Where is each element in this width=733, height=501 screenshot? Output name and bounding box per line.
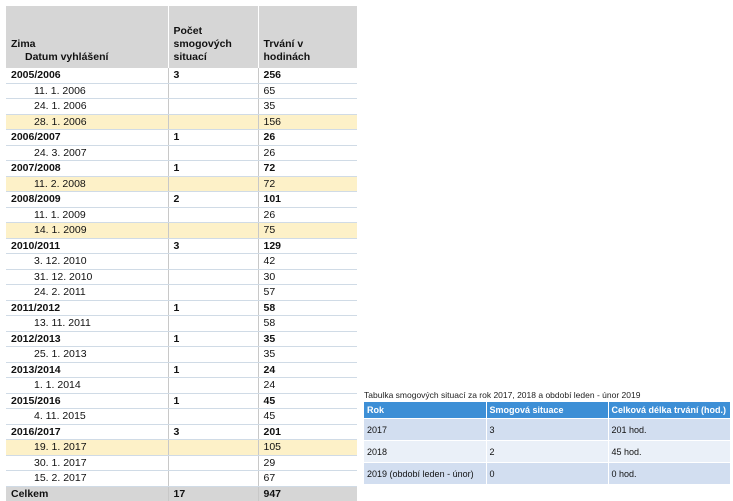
cell-period: 2007/2008 (6, 161, 168, 177)
summary-row (364, 441, 730, 463)
cell-count (168, 176, 258, 192)
summary-cell-duration: 201 hod. (608, 419, 730, 441)
year-row (6, 161, 357, 177)
cell-count (168, 285, 258, 301)
date-row (6, 378, 357, 394)
cell-count (168, 409, 258, 425)
cell-count: 1 (168, 393, 258, 409)
summary-cell-situations: 0 (486, 463, 608, 485)
cell-count: 1 (168, 161, 258, 177)
summary-header-year: Rok (364, 402, 486, 419)
cell-hours: 35 (258, 331, 357, 347)
cell-count (168, 223, 258, 239)
cell-period: 4. 11. 2015 (6, 409, 168, 425)
date-row (6, 223, 357, 239)
year-row (6, 331, 357, 347)
cell-hours: 35 (258, 99, 357, 115)
cell-hours: 201 (258, 424, 357, 440)
header-count: Počet smogových situací (168, 6, 258, 68)
cell-period: 1. 1. 2014 (6, 378, 168, 394)
cell-period: 13. 11. 2011 (6, 316, 168, 332)
year-row (6, 192, 357, 208)
cell-hours: 72 (258, 176, 357, 192)
year-row (6, 130, 357, 146)
cell-hours: 30 (258, 269, 357, 285)
year-row (6, 362, 357, 378)
cell-hours: 26 (258, 130, 357, 146)
cell-hours: 24 (258, 362, 357, 378)
summary-cell-duration: 0 hod. (608, 463, 730, 485)
summary-header-duration: Celková délka trvání (hod.) (608, 402, 730, 419)
cell-hours: 65 (258, 83, 357, 99)
summary-header-situations: Smogová situace (486, 402, 608, 419)
summary-cell-year: 2018 (364, 441, 486, 463)
cell-period: 2006/2007 (6, 130, 168, 146)
cell-period: 31. 12. 2010 (6, 269, 168, 285)
cell-hours: 24 (258, 378, 357, 394)
cell-hours: 58 (258, 316, 357, 332)
summary-cell-year: 2019 (období leden - únor) (364, 463, 486, 485)
cell-period: 14. 1. 2009 (6, 223, 168, 239)
date-row (6, 99, 357, 115)
cell-hours: 75 (258, 223, 357, 239)
cell-hours: 101 (258, 192, 357, 208)
cell-period: 2013/2014 (6, 362, 168, 378)
cell-hours: 45 (258, 409, 357, 425)
cell-period: 11. 2. 2008 (6, 176, 168, 192)
cell-hours: 29 (258, 455, 357, 471)
date-row (6, 455, 357, 471)
summary-row (364, 419, 730, 441)
smog-summary-table (364, 402, 731, 484)
summary-cell-year: 2017 (364, 419, 486, 441)
date-row (6, 83, 357, 99)
cell-count: 2 (168, 192, 258, 208)
cell-count: 3 (168, 68, 258, 83)
summary-body (364, 419, 730, 485)
small-table-caption: Tabulka smogových situací za rok 2017, 2018 a období leden - únor 2019 (364, 390, 641, 400)
date-row (6, 409, 357, 425)
header-winter: Zima (11, 38, 36, 50)
date-row (6, 176, 357, 192)
cell-hours: 72 (258, 161, 357, 177)
cell-period: 28. 1. 2006 (6, 114, 168, 130)
cell-period: 30. 1. 2017 (6, 455, 168, 471)
cell-hours: 35 (258, 347, 357, 363)
date-row (6, 254, 357, 270)
date-row (6, 316, 357, 332)
date-row (6, 207, 357, 223)
cell-period: 2005/2006 (6, 68, 168, 83)
cell-hours: 45 (258, 393, 357, 409)
cell-count: 3 (168, 424, 258, 440)
cell-count (168, 145, 258, 161)
cell-period: 11. 1. 2009 (6, 207, 168, 223)
table-header-row (6, 6, 357, 68)
cell-count (168, 114, 258, 130)
cell-count (168, 83, 258, 99)
summary-cell-situations: 3 (486, 419, 608, 441)
total-row (6, 486, 357, 501)
cell-period: Celkem (6, 486, 168, 501)
cell-hours: 57 (258, 285, 357, 301)
cell-count (168, 99, 258, 115)
cell-hours: 58 (258, 300, 357, 316)
cell-period: 24. 2. 2011 (6, 285, 168, 301)
cell-count: 17 (168, 486, 258, 501)
cell-period: 25. 1. 2013 (6, 347, 168, 363)
date-row (6, 285, 357, 301)
date-row (6, 440, 357, 456)
cell-period: 24. 1. 2006 (6, 99, 168, 115)
cell-period: 2016/2017 (6, 424, 168, 440)
cell-hours: 42 (258, 254, 357, 270)
cell-count: 3 (168, 238, 258, 254)
smog-situations-table (6, 6, 358, 501)
cell-hours: 26 (258, 207, 357, 223)
cell-period: 2010/2011 (6, 238, 168, 254)
cell-period: 19. 1. 2017 (6, 440, 168, 456)
cell-period: 24. 3. 2007 (6, 145, 168, 161)
cell-period: 2008/2009 (6, 192, 168, 208)
cell-hours: 67 (258, 471, 357, 487)
cell-period: 11. 1. 2006 (6, 83, 168, 99)
cell-count (168, 207, 258, 223)
cell-count (168, 455, 258, 471)
table-body (6, 68, 357, 501)
date-row (6, 145, 357, 161)
year-row (6, 300, 357, 316)
cell-count: 1 (168, 130, 258, 146)
header-date: Datum vyhlášení (25, 51, 109, 63)
cell-count: 1 (168, 300, 258, 316)
date-row (6, 347, 357, 363)
date-row (6, 114, 357, 130)
cell-period: 3. 12. 2010 (6, 254, 168, 270)
date-row (6, 471, 357, 487)
cell-hours: 947 (258, 486, 357, 501)
cell-hours: 105 (258, 440, 357, 456)
year-row (6, 424, 357, 440)
summary-cell-situations: 2 (486, 441, 608, 463)
cell-hours: 256 (258, 68, 357, 83)
cell-count (168, 316, 258, 332)
cell-count (168, 440, 258, 456)
cell-hours: 26 (258, 145, 357, 161)
cell-period: 2012/2013 (6, 331, 168, 347)
date-row (6, 269, 357, 285)
year-row (6, 393, 357, 409)
year-row (6, 238, 357, 254)
header-duration: Trvání v hodinách (258, 6, 357, 68)
summary-cell-duration: 45 hod. (608, 441, 730, 463)
cell-hours: 156 (258, 114, 357, 130)
cell-count (168, 378, 258, 394)
header-winter-date (6, 6, 168, 68)
cell-hours: 129 (258, 238, 357, 254)
year-row (6, 68, 357, 83)
cell-count: 1 (168, 331, 258, 347)
cell-period: 2015/2016 (6, 393, 168, 409)
cell-count (168, 254, 258, 270)
cell-count (168, 347, 258, 363)
cell-period: 15. 2. 2017 (6, 471, 168, 487)
cell-count (168, 269, 258, 285)
summary-header-row (364, 402, 730, 419)
cell-period: 2011/2012 (6, 300, 168, 316)
cell-count: 1 (168, 362, 258, 378)
cell-count (168, 471, 258, 487)
summary-row (364, 463, 730, 485)
